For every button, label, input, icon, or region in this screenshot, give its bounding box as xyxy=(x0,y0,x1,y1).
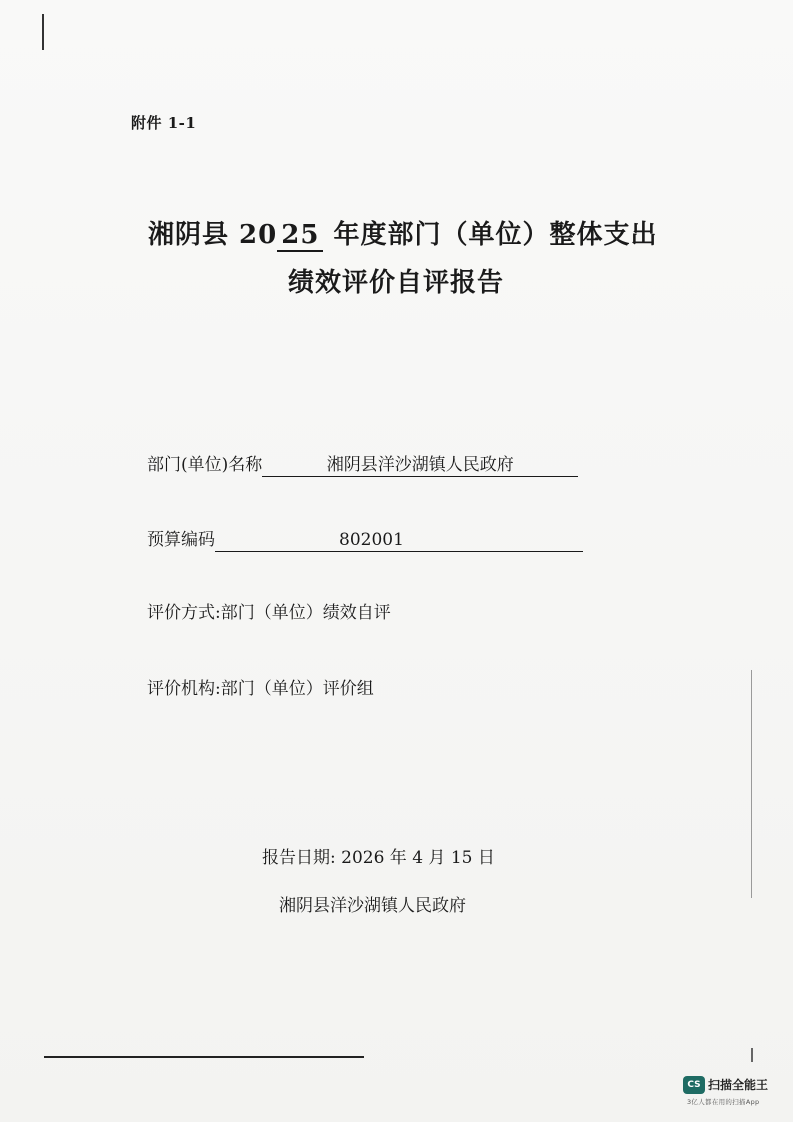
evaluation-method-value: 部门（单位）绩效自评 xyxy=(220,603,391,623)
attachment-label: 附件 1-1 xyxy=(131,114,197,132)
evaluation-org-label: 评价机构: xyxy=(147,679,221,699)
scan-artifact-line xyxy=(751,670,752,898)
report-date: 报告日期: 2026 年 4 月 15 日 xyxy=(262,848,495,868)
title-year-blank: 25 xyxy=(277,221,323,252)
department-label: 部门(单位)名称 xyxy=(147,455,263,475)
evaluation-org-field xyxy=(147,674,374,699)
scan-artifact-mark xyxy=(751,1048,753,1062)
evaluation-org-value: 部门（单位）评价组 xyxy=(220,679,374,699)
title-prefix: 湘阴县 20 xyxy=(148,220,278,250)
title-rest: 年度部门（单位）整体支出 xyxy=(323,220,658,250)
scan-artifact-mark xyxy=(42,14,44,50)
budget-code-field xyxy=(147,525,583,552)
watermark-slogan: 3亿人都在用的扫描App xyxy=(687,1098,760,1106)
budget-code-label: 预算编码 xyxy=(147,530,215,550)
scanner-watermark xyxy=(683,1076,783,1110)
budget-code-underline xyxy=(215,531,583,552)
document-title-line1 xyxy=(148,214,657,252)
department-field xyxy=(147,450,578,477)
document-title-line2: 绩效评价自评报告 xyxy=(288,268,505,298)
issuing-organization: 湘阴县洋沙湖镇人民政府 xyxy=(279,896,466,916)
watermark-app-name: 扫描全能王 xyxy=(708,1078,769,1092)
camscanner-logo-icon: CS xyxy=(683,1076,705,1094)
bottom-divider xyxy=(44,1056,364,1058)
evaluation-method-label: 评价方式: xyxy=(147,603,221,623)
budget-code-value: 802001 xyxy=(339,530,404,550)
department-value: 湘阴县洋沙湖镇人民政府 xyxy=(262,456,578,477)
evaluation-method-field xyxy=(147,598,391,623)
